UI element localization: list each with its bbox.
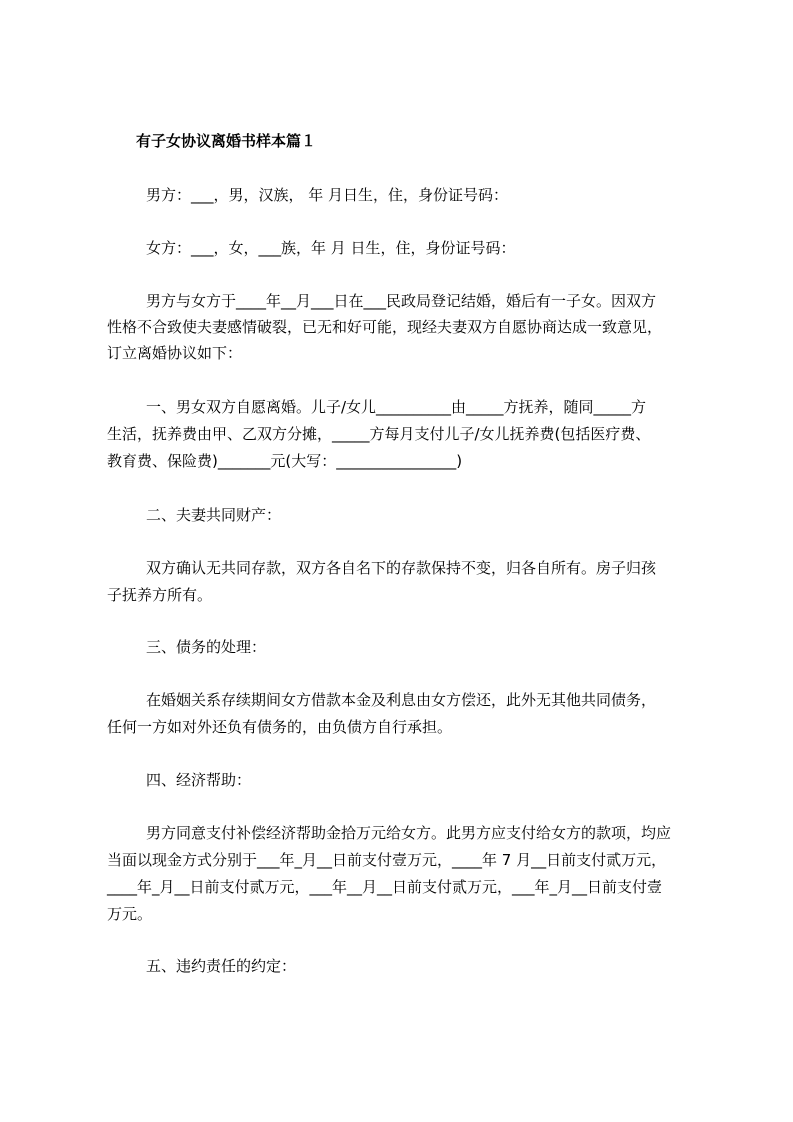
clause-5-heading: 五、违约责任的约定： <box>146 957 297 975</box>
clause-4-body-line: ____年_月__日前支付贰万元，___年__月__日前支付贰万元，___年_月__日前支付壹 <box>107 878 663 896</box>
clause-1-line: 一、男女双方自愿离婚。儿子/女儿__________由_____方抚养，随同_____方 <box>146 398 647 416</box>
clause-2-body-line: 子抚养方所有。 <box>107 586 213 604</box>
paragraph-marriage-line: 订立离婚协议如下： <box>107 344 243 362</box>
clause-1-line: 教育费、保险费)_______元(大写：________________) <box>107 452 463 470</box>
clause-2-heading: 二、夫妻共同财产： <box>146 506 282 524</box>
clause-4-heading: 四、经济帮助： <box>146 771 252 789</box>
clause-3-body-line: 在婚姻关系存续期间女方借款本金及利息由女方偿还，此外无其他共同债务， <box>146 691 657 709</box>
clause-4-body-line: 当面以现金方式分别于___年_月__日前支付壹万元，____年 7 月__日前支付贰万元， <box>107 851 667 869</box>
paragraph-marriage-line: 男方与女方于____年__月___日在___民政局登记结婚，婚后有一子女。因双方 <box>146 292 657 310</box>
paragraph-marriage-line: 性格不合致使夫妻感情破裂，已无和好可能，现经夫妻双方自愿协商达成一致意见， <box>107 318 663 336</box>
document-title: 有子女协议离婚书样本篇１ <box>136 132 317 150</box>
clause-2-body-line: 双方确认无共同存款，双方各自名下的存款保持不变，归各自所有。房子归孩 <box>146 559 657 577</box>
paragraph-man-info: 男方：___，男，汉族， 年 月日生，住，身份证号码： <box>146 186 509 204</box>
clause-1-line: 生活，抚养费由甲、乙双方分摊，_____方每月支付儿子/女儿抚养费(包括医疗费、 <box>107 425 651 443</box>
clause-3-body-line: 任何一方如对外还负有债务的，由负债方自行承担。 <box>107 718 453 736</box>
clause-4-body-line: 万元。 <box>107 905 153 923</box>
paragraph-woman-info: 女方：___，女，___族，年 月 日生，住，身份证号码： <box>146 239 516 257</box>
clause-4-body-line: 男方同意支付补偿经济帮助金拾万元给女方。此男方应支付给女方的款项，均应 <box>146 824 672 842</box>
clause-3-heading: 三、债务的处理： <box>146 638 267 656</box>
